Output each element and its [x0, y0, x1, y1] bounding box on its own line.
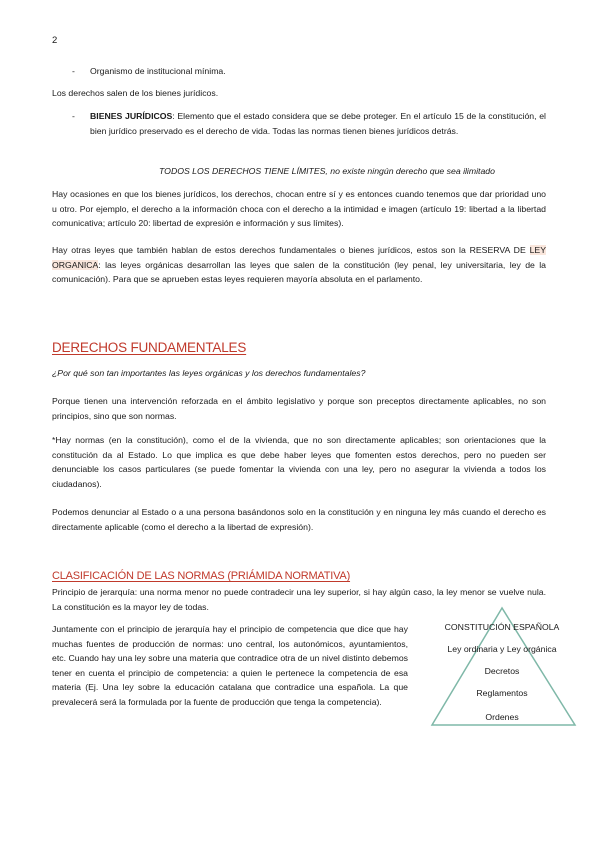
bullet-item-bienes — [72, 109, 546, 138]
limits-rest: , no existe ningún derecho que sea ilimitado — [325, 166, 495, 176]
conflicts-paragraph: Hay ocasiones en que los bienes jurídicos, los derechos, chocan entre sí y es entonces cuando tenemos que dar prioridad uno u otro. Por ejemplo, el derecho a la información choca con el derecho a la intimidad e imagen (artículo 19: libertad a la libertad comunicativa; artículo 20: libertad de expresión e información y sus límites). — [52, 189, 546, 229]
clasificacion-paragraph-2: Juntamente con el principio de jerarquía hay el principio de competencia que dice que hay muchas fuentes de producción de normas: uno central, los autonómicos, ayuntamientos, etc. Cuando hay una ley sobre una materia que contradice otra de un nivel distinto debemos tener en cuenta el principio de competencia: a quien le pertenece la competencia de esa materia (Ej. Una ley sobre la educación catalana que contradice una española. La que prevalecerá será la formulada por la fuente de producción que tenga la competencia). — [52, 624, 408, 707]
derechos-salen-text: Los derechos salen de los bienes jurídicos. — [52, 88, 219, 98]
bullet-dash: - — [72, 66, 75, 76]
fundamentales-paragraph-3: Podemos denunciar al Estado o a una persona basándonos solo en la constitución y en ninguna ley más cuando el derecho es directamente aplicable (como el derecho a la libertad de expresión). — [52, 507, 546, 532]
bienes-text: : Elemento que el estado considera que se debe proteger. En el artículo 15 de la constitución, el bien jurídico preservado es el derecho de vida. Todas las normas tienen bienes jurídicos detrás. — [90, 111, 546, 136]
bienes-term: BIENES JURÍDICOS — [90, 111, 173, 121]
pyramid-level-ordenes: Ordenes — [485, 712, 519, 722]
reserva-before: Hay otras leyes que también hablan de estos derechos fundamentales o bienes jurídicos, estos son la RESERVA DE — [52, 245, 530, 255]
fundamentales-paragraph-1: Porque tienen una intervención reforzada en el ámbito legislativo y porque son preceptos directamente aplicables, no son principios, sino que son normas. — [52, 396, 546, 421]
reserva-paragraph — [52, 243, 546, 287]
limits-note — [52, 164, 600, 179]
bullet-item-minimal — [72, 64, 532, 79]
section-heading-fundamentales: DERECHOS FUNDAMENTALES — [52, 340, 247, 355]
limits-caps: TODOS LOS DERECHOS TIENE LÍMITES — [159, 166, 326, 176]
fundamentales-question: ¿Por qué son tan importantes las leyes orgánicas y los derechos fundamentales? — [52, 368, 366, 378]
bullet-dash: - — [72, 111, 75, 121]
bullet-text: Organismo de institucional mínima. — [90, 66, 226, 76]
pyramid-level-ley-ordinaria: Ley ordinaria y Ley orgánica — [447, 644, 557, 654]
reserva-highlight: LEY ORGANICA — [52, 245, 546, 270]
pyramid-level-reglamentos: Reglamentos — [476, 688, 528, 698]
pyramid-level-constitucion: CONSTITUCIÓN ESPAÑOLA — [444, 622, 560, 632]
page-number: 2 — [52, 35, 58, 46]
reserva-after: : las leyes orgánicas desarrollan las leyes que salen de la constitución (ley penal, ley universitaria, ley de la comunicación). Para que se aprueben estas leyes requieren mayoría absoluta en el parlamento. — [52, 259, 546, 285]
section-heading-clasificacion: CLASIFICACIÓN DE LAS NORMAS (PRIÁMIDA NORMATIVA) — [52, 570, 351, 582]
clasificacion-paragraph-1: Principio de jerarquía: una norma menor no puede contradecir una ley superior, si hay algún caso, la ley menor se vuelve nula. La constitución es la mayor ley de todas. — [52, 587, 546, 612]
pyramid-level-decretos: Decretos — [484, 666, 520, 676]
fundamentales-paragraph-2: *Hay normas (en la constitución), como el de la vivienda, que no son directamente aplicables; son orientaciones que la constitución da al Estado. Lo que implica es que debe haber leyes que fomenten estos derechos, pero no pueden ser denunciable los casos particulares (se puede fomentar la vivienda con una ley, pero no asegurar la vivienda a todos los ciudadanos). — [52, 435, 546, 489]
